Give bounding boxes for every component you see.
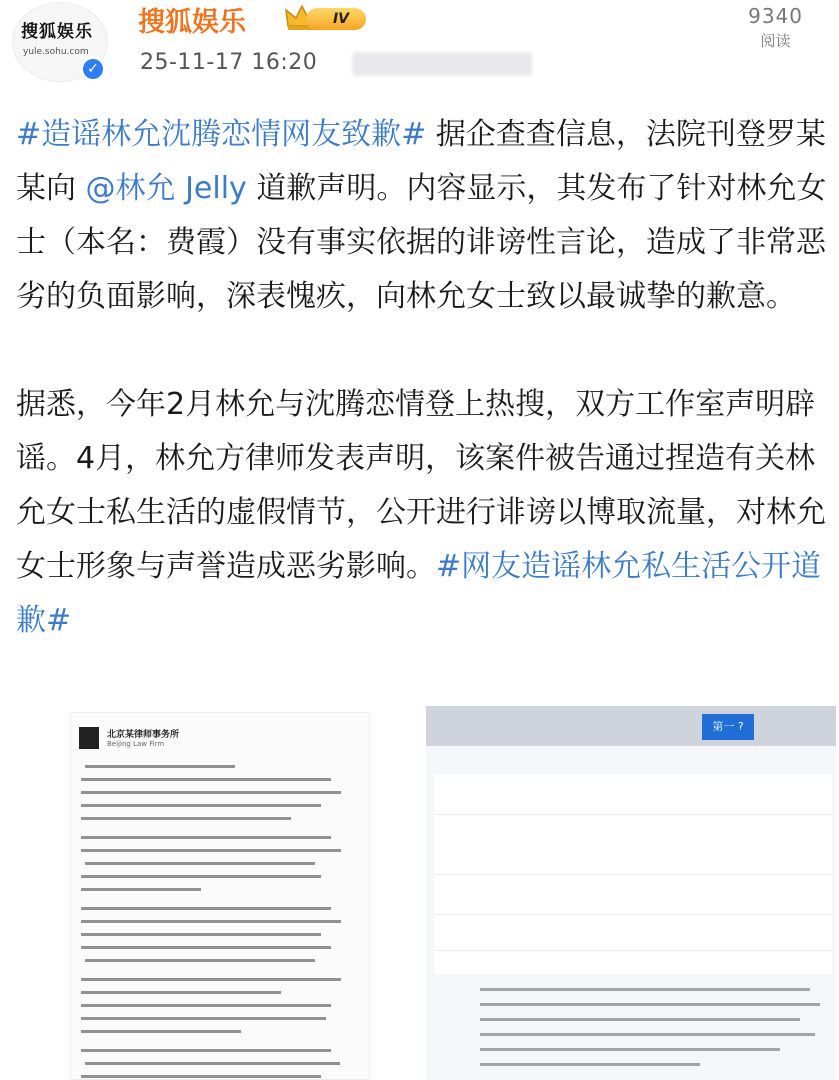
- level-label: IV: [306, 8, 366, 30]
- source-redacted: [352, 52, 532, 76]
- announcement-text-line: [480, 1033, 815, 1036]
- views-count: 9340: [748, 4, 803, 28]
- table-divider: [434, 914, 832, 915]
- announcement-text-line: [480, 1048, 780, 1051]
- info-table: [434, 774, 832, 974]
- announcement-text-line: [480, 988, 810, 991]
- document-image-left[interactable]: [70, 712, 370, 1080]
- document-subtitle: Beijing Law Firm: [107, 740, 165, 748]
- document-text-line: [81, 1049, 331, 1052]
- document-text-line: [81, 1004, 331, 1007]
- post-body: [16, 108, 828, 648]
- document-text-line: [81, 888, 201, 891]
- table-divider: [434, 814, 832, 815]
- post-paragraph-2: [16, 378, 828, 648]
- document-text-line: [81, 804, 321, 807]
- document-text-line: [85, 862, 315, 865]
- document-text-line: [81, 836, 331, 839]
- document-text-line: [81, 1030, 241, 1033]
- document-text-line: [85, 959, 315, 962]
- announcement-text-line: [480, 1018, 800, 1021]
- document-header: [79, 727, 349, 753]
- post-text: 道歉声明。内容显示，其发布了针对林允女士（本名：费霞）没有事实依据的诽谤性言论，造成了非常恶劣的负面影响，深表愧疚，向林允女士致以最诚挚的歉意。: [16, 171, 827, 314]
- announcement-text-line: [480, 1063, 700, 1066]
- document-text-line: [81, 946, 331, 949]
- table-divider: [434, 874, 832, 875]
- post-paragraph-1: [16, 108, 828, 324]
- views-label: 阅读: [760, 32, 791, 50]
- post-text: 据企查查信息，法院刊登罗某某向: [16, 117, 826, 206]
- document-title: 北京某律师事务所: [107, 730, 180, 740]
- level-badge: [284, 4, 368, 32]
- document-image-right[interactable]: [426, 706, 836, 1080]
- document-text-line: [81, 907, 331, 910]
- document-text-line: [81, 978, 341, 981]
- page-nav-button: 第一 ?: [702, 714, 754, 740]
- table-divider: [434, 950, 832, 951]
- document-text-line: [81, 817, 291, 820]
- hashtag-link[interactable]: #造谣林允沈腾恋情网友致歉#: [16, 117, 427, 152]
- announcement-text-line: [480, 1003, 820, 1006]
- views-counter: [748, 4, 803, 51]
- document-text-line: [81, 875, 321, 878]
- document-text-line: [85, 1062, 340, 1065]
- avatar-brand: 搜狐娱乐: [21, 22, 93, 42]
- document-text-line: [81, 1075, 321, 1078]
- document-text-line: [81, 920, 341, 923]
- verified-check-icon: ✓: [80, 56, 106, 82]
- author-name[interactable]: 搜狐娱乐: [138, 7, 246, 38]
- document-text-line: [81, 991, 281, 994]
- mention-link[interactable]: @林允 Jelly: [85, 171, 247, 206]
- page-topbar: [426, 706, 836, 746]
- document-text-line: [85, 765, 235, 768]
- document-text-line: [81, 933, 321, 936]
- document-text-line: [81, 778, 331, 781]
- document-text-line: [81, 1017, 326, 1020]
- post-timestamp: 25-11-17 16:20: [140, 50, 318, 75]
- hashtag-link[interactable]: #网友造谣林允私生活公开道歉#: [16, 549, 822, 638]
- document-text-line: [81, 849, 341, 852]
- document-text-line: [81, 791, 341, 794]
- law-firm-logo-icon: [79, 727, 99, 749]
- post-text: 据悉，今年2月林允与沈腾恋情登上热搜，双方工作室声明辟谣。4月，林允方律师发表声明，该案件被告通过捏造有关林允女士私生活的虚假情节，公开进行诽谤以博取流量，对林允女士形象与声誉造成恶劣影响。: [16, 387, 826, 584]
- avatar-url: yule.sohu.com: [23, 47, 89, 57]
